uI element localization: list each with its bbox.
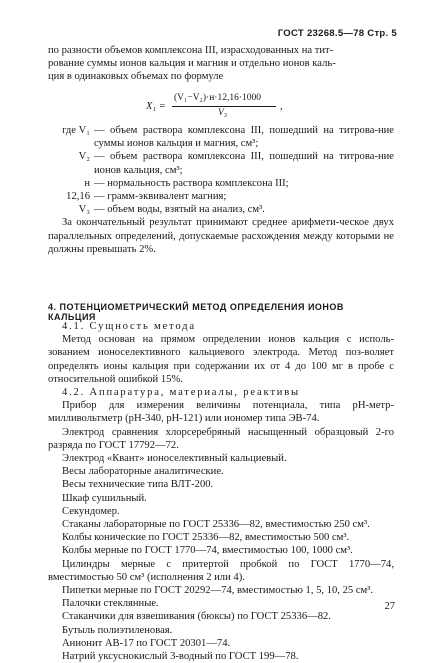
running-header: ГОСТ 23268.5—78 Стр. 5 — [277, 28, 397, 39]
list-item: Прибор для измерения величины потенциала, типа рН-метр-милливольтметр (рН-340, рН-121) или иономер типа ЭВ-74. — [48, 400, 394, 425]
list-item: Весы лабораторные аналитические. — [62, 466, 224, 478]
definition-symbol: 12,16 — [66, 191, 90, 203]
list-item: Колбы мерные по ГОСТ 1770—74, вместимостью 100, 1000 см³. — [62, 545, 353, 557]
definition-symbol: н — [84, 177, 90, 189]
list-item: Шкаф сушильный. — [62, 492, 147, 504]
formula-numerator: (V₁−V₂)·н·12,16·1000 — [174, 93, 261, 103]
list-item: Электрод сравнения хлорсеребряный насыщенный образцовый 2-го разряда по ГОСТ 17792—72. — [48, 426, 394, 451]
list-item: Цилиндры мерные с притертой пробкой по ГОСТ 1770—74, вместимостью 50 см³ (исполнения 2 или 4). — [48, 558, 394, 583]
definition-item — [48, 177, 394, 190]
formula-lhs: X₁ = — [146, 101, 166, 112]
list-item: Бутыль полиэтиленовая. — [62, 624, 173, 636]
definition-item — [48, 124, 394, 150]
page-number: 27 — [384, 601, 395, 612]
definition-symbol: V₃ — [78, 204, 90, 216]
section-body — [48, 320, 394, 663]
definition-text: — объем раствора комплексона III, пошедший на титрова-ние суммы ионов кальция и магния, см³; — [94, 125, 394, 150]
list-item: Палочки стеклянные. — [62, 598, 159, 610]
fraction-bar — [172, 106, 276, 107]
final-note: За окончательный результат принимают среднее арифмети-ческое двух параллельных определений, допускаемые расхождения между которыми не должны превышать 2%. — [48, 217, 394, 255]
formula-comma: , — [280, 101, 283, 112]
definition-text: — объем раствора комплексона III, пошедший на титрова-ние ионов кальция, см³; — [94, 151, 394, 176]
formula-denominator: V₃ — [218, 108, 228, 118]
list-item: Стаканчики для взвешивания (бюксы) по ГОСТ 25336—82. — [62, 611, 331, 623]
list-item: Секундомер. — [62, 505, 120, 517]
list-item: Анионит АВ-17 по ГОСТ 20301—74. — [62, 637, 231, 649]
list-item: Стаканы лабораторные по ГОСТ 25336—82, вместимостью 250 см³. — [62, 519, 370, 531]
formula — [146, 93, 306, 123]
intro-line: рование суммы ионов кальция и магния и отдельно ионов каль- — [48, 58, 336, 70]
method-text: Метод основан на прямом определении ионов кальция с исполь-зованием ионоселективного кальциевого электрода. Метод поз-воляет определять ионы кальция при содержании их от 4 до 100 мг в пробе с относительной ошибкой 15%. — [48, 334, 394, 385]
list-item: Весы технические типа ВЛТ-200. — [62, 479, 214, 491]
section-heading: 4. ПОТЕНЦИОМЕТРИЧЕСКИЙ МЕТОД ОПРЕДЕЛЕНИЯ ИОНОВ КАЛЬЦИЯ — [48, 302, 344, 322]
list-item: Пипетки мерные по ГОСТ 20292—74, вместимостью 1, 5, 10, 25 см³. — [62, 585, 374, 597]
definition-symbol: где V₁ — [62, 125, 90, 136]
list-item: Колбы конические по ГОСТ 25336—82, вместимостью 500 см³. — [62, 532, 350, 544]
definition-item — [48, 203, 394, 216]
definition-text: — объем воды, взятый на анализ, см³. — [94, 204, 265, 216]
list-item: Натрий уксуснокислый 3-водный по ГОСТ 199—78. — [62, 651, 299, 663]
definition-item — [48, 150, 394, 176]
subsection-title: 4.1. Сущность метода — [62, 321, 196, 332]
definition-text: — грамм-эквивалент магния; — [94, 191, 227, 203]
definition-text: — нормальность раствора комплексона III; — [94, 177, 289, 189]
definition-item — [48, 190, 394, 203]
intro-paragraph — [48, 44, 394, 84]
subsection-title: 4.2. Аппаратура, материалы, реактивы — [62, 387, 300, 399]
definitions-list — [48, 124, 394, 256]
definition-symbol: V₂ — [78, 151, 90, 163]
list-item: Электрод «Квант» ионоселективный кальциевый. — [62, 453, 287, 465]
intro-line: по разности объемов комплексона III, израсходованных на тит- — [48, 45, 334, 56]
intro-line: ция в одинаковых объемах по формуле — [48, 71, 224, 83]
